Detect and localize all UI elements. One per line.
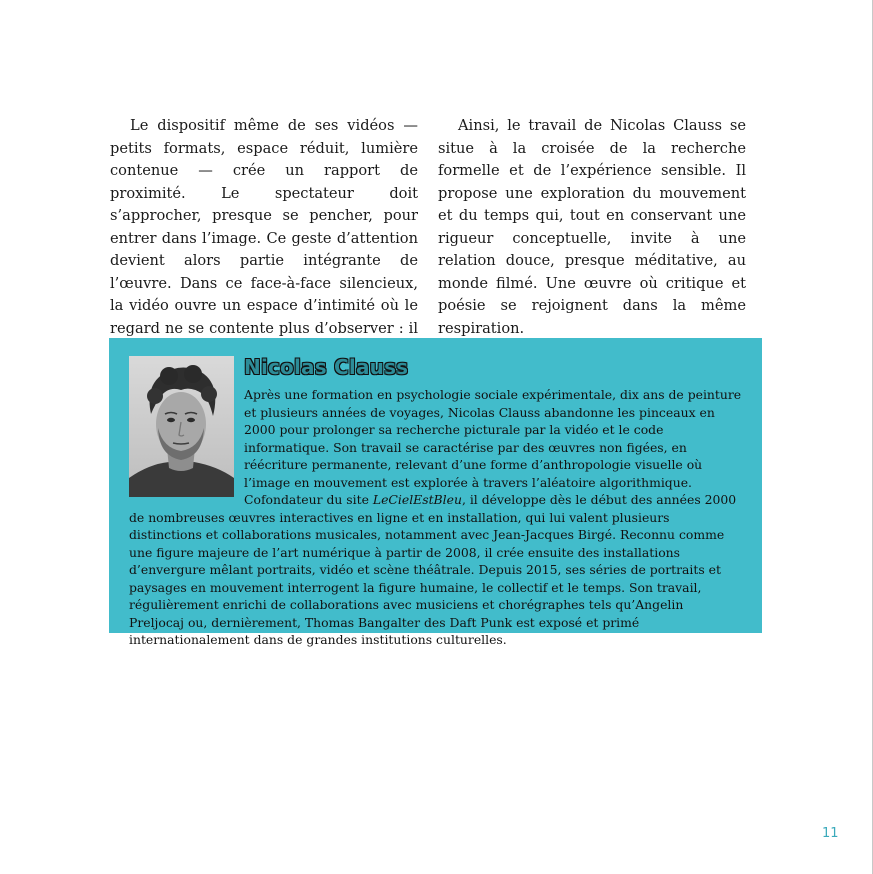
portrait-photo [129, 356, 234, 497]
bio-name-heading: Nicolas Clauss [244, 355, 409, 379]
paragraph-right: Ainsi, le travail de Nicolas Clauss se situe à la croisée de la recherche formelle et de l’expérience sensible. Il propose une exploration du mouvement et du temps qui, tout en conservant une rigueur conceptuelle, invite à une relation douce, presque méditative, au monde filmé. Une œuvre où critique et poésie se rejoignent dans la même respiration. [438, 117, 746, 337]
bio-text-part1: Après une formation en psychologie sociale expérimentale, dix ans de peinture et plusieurs années de voyages, Nicolas Clauss abandonne les pinceaux en 2000 pour prolonger sa recherche picturale par la vidéo et le code informatique. Son travail se caractérise par des œuvres non figées, en réécriture permanente, relevant d’une forme d’anthropologie visuelle où l’image en mouvement est explorée à travers l’aléatoire algorithmique. Cofondateur du site [244, 387, 742, 507]
biography-box [109, 338, 762, 647]
bio-text-part2: , il développe dès le début des années 2000 de nombreuses œuvres interactives en ligne et en installation, qui lui valent plusieurs distinctions et collaborations musicales, notamment avec Jean-Jacques Birgé. Reconnu comme une figure majeure de l’art numérique à partir de 2008, il crée ensuite des installations d’envergure mêlant portraits, vidéo et scène théâtrale. Depuis 2015, ses séries de portraits et paysages en mouvement interrogent la figure humaine, le collectif et le temps. Son travail, régulièrement enrichi de collaborations avec musiciens et chorégraphes tels qu’Angelin Preljocaj ou, dernièrement, Thomas Bangalter des Daft Punk est exposé et primé internationalement dans de grandes institutions culturelles. [129, 492, 737, 647]
bio-site-name: LeCielEstBleu [372, 492, 462, 507]
paragraph-left: Le dispositif même de ses vidéos — petits formats, espace réduit, lumière contenue — crée un rapport de proximité. Le spectateur doit s’approcher, presque se pencher, pour entrer dans l’image. Ce geste d’attention devient alors partie intégrante de l’œuvre. Dans ce face-à-face silencieux, la vidéo ouvre un espace d’intimité où le regard ne se contente plus d’observer : il [110, 117, 418, 337]
text-column-right [438, 115, 746, 340]
page-number: 11 [822, 826, 839, 841]
text-column-left [110, 115, 418, 363]
